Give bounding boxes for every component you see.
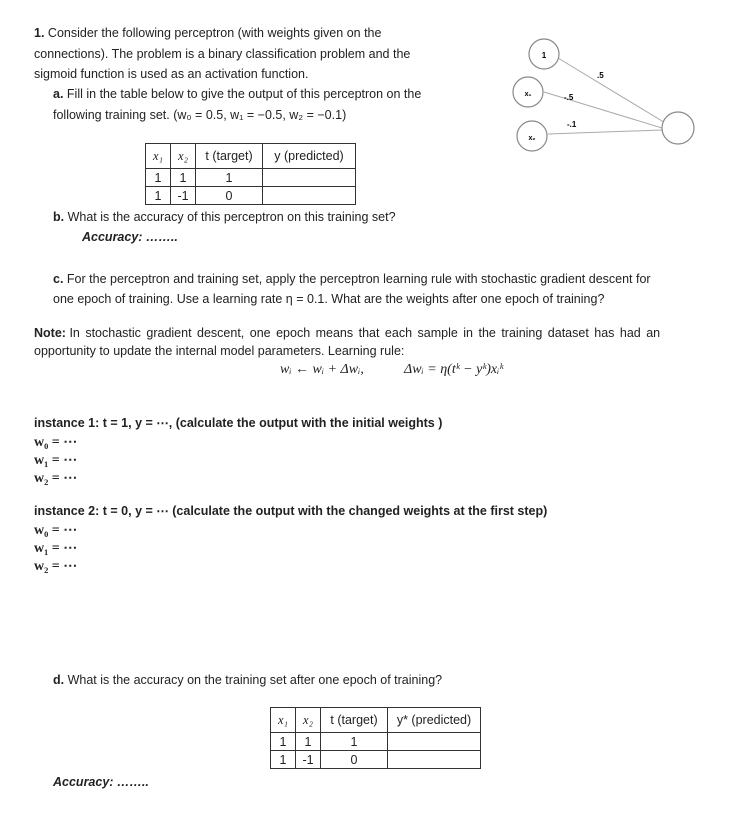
part-c-line1 (53, 272, 651, 286)
part-a-line2: following training set. (w₀ = 0.5, w₁ = −0.5, w₂ = −0.1) (53, 108, 347, 122)
table-cell: 1 (146, 169, 171, 187)
instance2-w0: w₀ = ⋯ (34, 523, 78, 538)
part-b-text: What is the accuracy of this perceptron on this training set? (67, 210, 396, 224)
table-cell: 1 (271, 751, 296, 769)
table-cell: 0 (321, 751, 388, 769)
perceptron-diagram (500, 30, 710, 160)
table-cell: 1 (146, 187, 171, 205)
table-row (146, 169, 356, 187)
rule-update-formula: wᵢ ← wᵢ + Δwᵢ, (280, 362, 364, 377)
part-d-label: d. (53, 673, 65, 687)
instance1-w0: w₀ = ⋯ (34, 435, 78, 450)
instance1-heading: instance 1: t = 1, y = ⋯, (calculate the output with the initial weights ) (34, 416, 443, 430)
instance1-w1: w₁ = ⋯ (34, 453, 78, 468)
part-a-text1: Fill in the table below to give the output of this perceptron on the (66, 87, 422, 101)
table-cell: 1 (171, 169, 196, 187)
table-cell: 1 (196, 169, 263, 187)
w2-label: -.1 (567, 120, 577, 129)
part-d-line (53, 673, 442, 687)
table-cell: 1 (296, 733, 321, 751)
part-c-label: c. (53, 272, 64, 286)
instance2-heading: instance 2: t = 0, y = ⋯ (calculate the output with the changed weights at the first step) (34, 504, 548, 518)
table-header-row (271, 708, 481, 733)
w0-connection (558, 58, 667, 124)
w0-label: .5 (597, 71, 604, 80)
part-d-accuracy: Accuracy: …….. (53, 775, 149, 789)
predicted-input-cell[interactable] (388, 751, 481, 769)
table-header-x2: x₂ (171, 144, 196, 169)
post-training-table (270, 707, 481, 769)
part-b-line (53, 210, 396, 224)
instance1-w2: w₂ = ⋯ (34, 471, 78, 486)
table-header-target: t (target) (196, 144, 263, 169)
bias-node-label: 1 (541, 51, 547, 60)
note-line1 (34, 326, 660, 340)
x2-node-label: x₂ (528, 135, 536, 142)
output-node (662, 112, 694, 144)
question-intro-line1 (34, 26, 381, 40)
part-b-accuracy: Accuracy: …….. (82, 230, 178, 244)
table-header-x2: x₂ (296, 708, 321, 733)
question-intro-text1: Consider the following perceptron (with weights given on the (47, 26, 382, 40)
table-cell: -1 (296, 751, 321, 769)
note-line2: opportunity to update the internal model parameters. Learning rule: (34, 344, 405, 358)
table-header-row (146, 144, 356, 169)
question-intro-line3: sigmoid function is used as an activation function. (34, 67, 309, 81)
part-c-text1: For the perceptron and training set, apply the perceptron learning rule with stochastic gradient descent for (66, 272, 651, 286)
table-row (146, 187, 356, 205)
note-label: Note: (34, 326, 66, 340)
table-header-x1: x₁ (146, 144, 171, 169)
question-number: 1. (34, 26, 45, 40)
x1-node-label: x₁ (524, 91, 532, 98)
note-text1: In stochastic gradient descent, one epoch means that each sample in the training dataset has had an (69, 326, 661, 340)
question-intro-line2: connections). The problem is a binary classification problem and the (34, 47, 411, 61)
part-b-label: b. (53, 210, 65, 224)
table-cell: 1 (321, 733, 388, 751)
predicted-input-cell[interactable] (388, 733, 481, 751)
part-d-text: What is the accuracy on the training set after one epoch of training? (67, 673, 443, 687)
part-c-line2: one epoch of training. Use a learning rate η = 0.1. What are the weights after one epoch of training? (53, 292, 605, 306)
training-table (145, 143, 356, 205)
table-header-predicted: y* (predicted) (388, 708, 481, 733)
predicted-input-cell[interactable] (263, 169, 356, 187)
predicted-input-cell[interactable] (263, 187, 356, 205)
instance2-w1: w₁ = ⋯ (34, 541, 78, 556)
table-row (271, 751, 481, 769)
table-cell: -1 (171, 187, 196, 205)
w1-label: -.5 (564, 93, 574, 102)
table-header-x1: x₁ (271, 708, 296, 733)
rule-delta-formula: Δwᵢ = η(tᵏ − yᵏ)xᵢᵏ (404, 362, 504, 377)
table-header-predicted: y (predicted) (263, 144, 356, 169)
table-cell: 1 (271, 733, 296, 751)
instance2-w2: w₂ = ⋯ (34, 559, 78, 574)
table-header-target: t (target) (321, 708, 388, 733)
part-a-label: a. (53, 87, 64, 101)
table-row (271, 733, 481, 751)
w2-connection (548, 130, 662, 134)
table-cell: 0 (196, 187, 263, 205)
part-a-line1 (53, 87, 421, 101)
